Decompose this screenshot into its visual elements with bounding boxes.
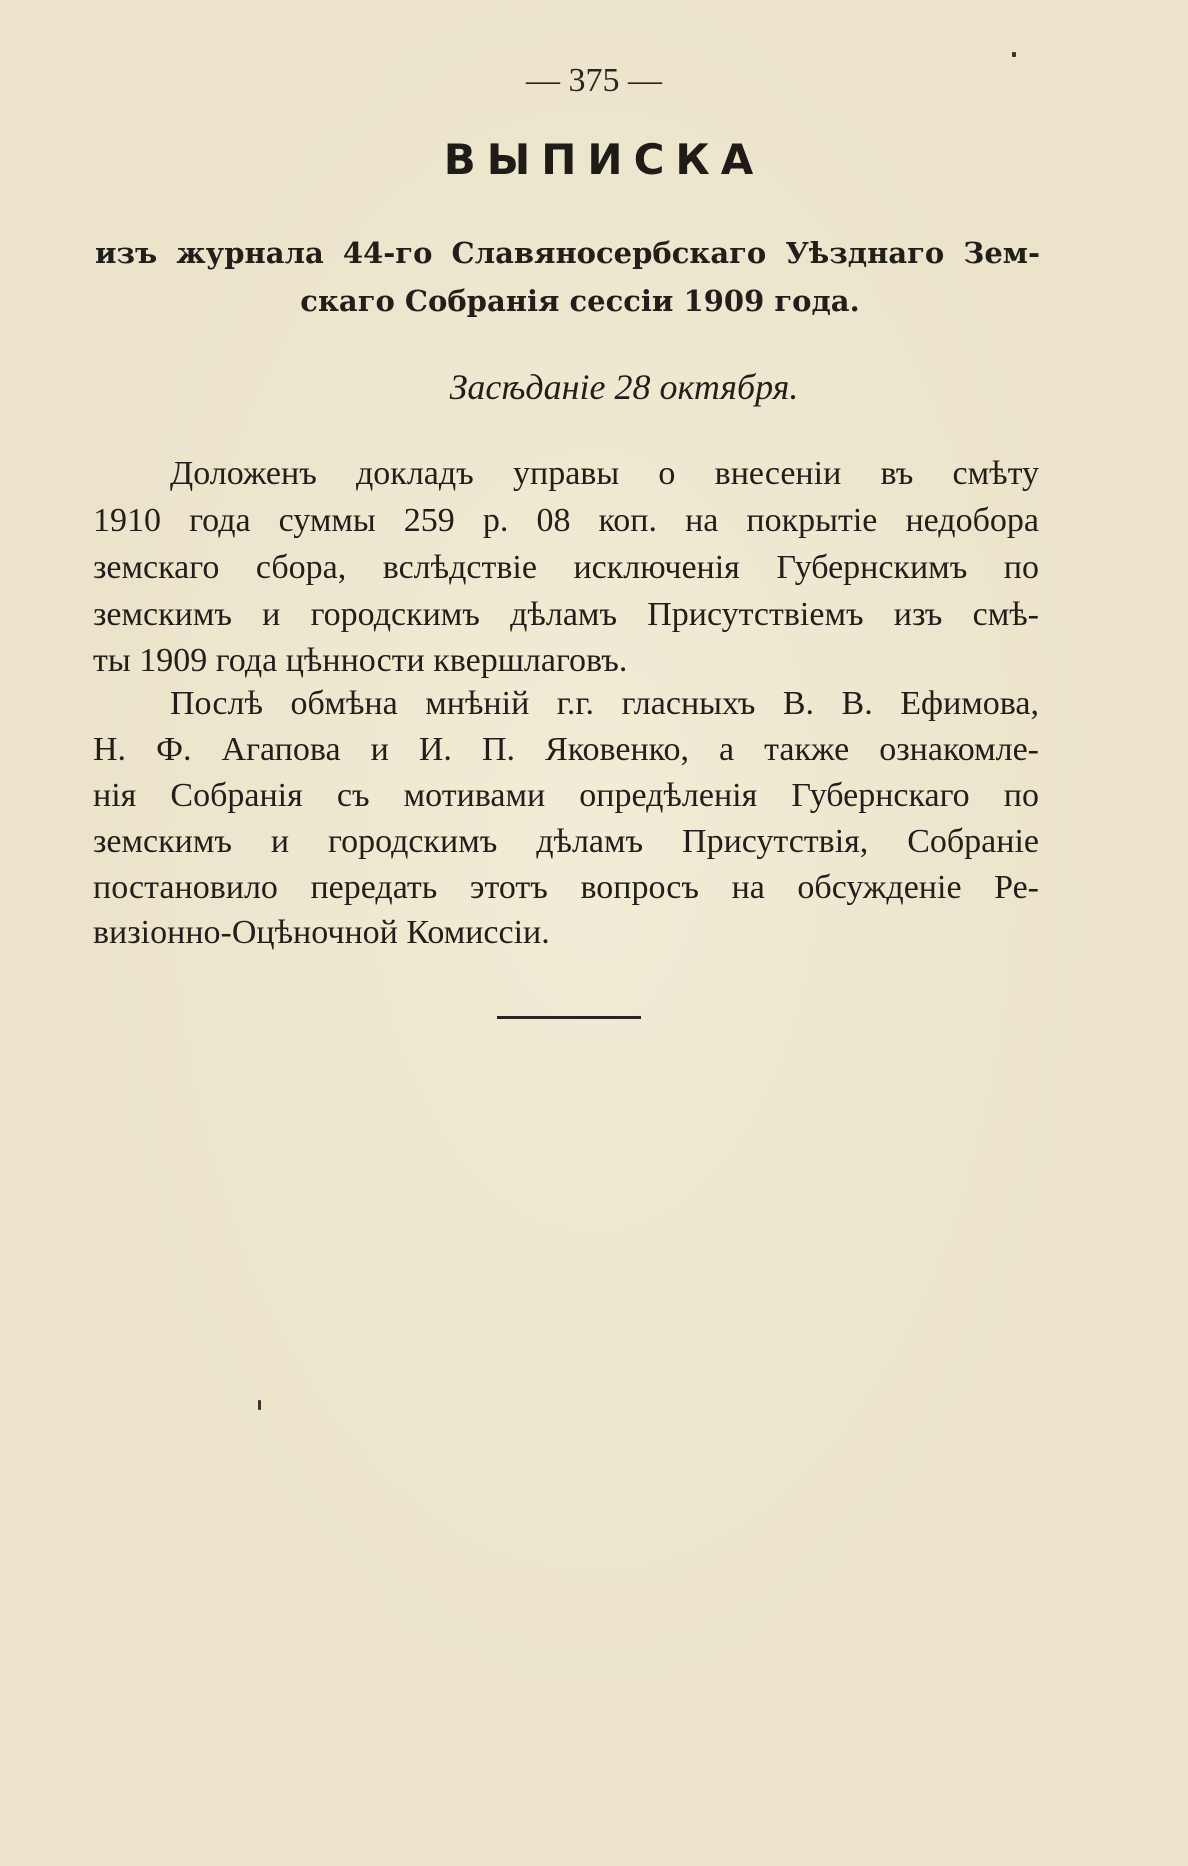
paragraph-line: земскаго сбора, вслѣдствіе исключенія Губернскимъ по <box>93 549 1039 586</box>
paragraph-line: Послѣ обмѣна мнѣній г.г. гласныхъ В. В. Ефимова, <box>170 685 1039 722</box>
page-number: — 375 — <box>526 62 662 99</box>
session-date: Засѣданіе 28 октября. <box>449 367 799 407</box>
document-title: ВЫПИСКА <box>443 135 765 184</box>
paragraph-line: нія Собранія съ мотивами опредѣленія Губернскаго по <box>93 777 1039 814</box>
subtitle-line-2: скаго Собранія сессіи 1909 года. <box>300 284 860 318</box>
subtitle-line-1: изъ журнала 44-го Славяносербскаго Уѣзднаго Зем- <box>95 236 1040 270</box>
paragraph-line: Н. Ф. Агапова и И. П. Яковенко, а также ознакомле- <box>93 731 1039 768</box>
section-divider <box>497 1016 641 1019</box>
paragraph-line: постановило передать этотъ вопросъ на обсужденіе Ре- <box>93 869 1039 906</box>
ink-speck <box>258 1400 261 1410</box>
paragraph-line: 1910 года суммы 259 р. 08 коп. на покрытіе недобора <box>93 502 1039 539</box>
ink-speck <box>1012 52 1016 57</box>
paragraph-line: Доложенъ докладъ управы о внесеніи въ смѣту <box>170 455 1039 492</box>
paragraph-line: земскимъ и городскимъ дѣламъ Присутствіемъ изъ смѣ- <box>93 596 1039 633</box>
paragraph-line: земскимъ и городскимъ дѣламъ Присутствія, Собраніе <box>93 823 1039 860</box>
paragraph-line: ты 1909 года цѣнности квершлаговъ. <box>93 642 628 679</box>
paragraph-line: визіонно-Оцѣночной Комиссіи. <box>93 914 550 951</box>
